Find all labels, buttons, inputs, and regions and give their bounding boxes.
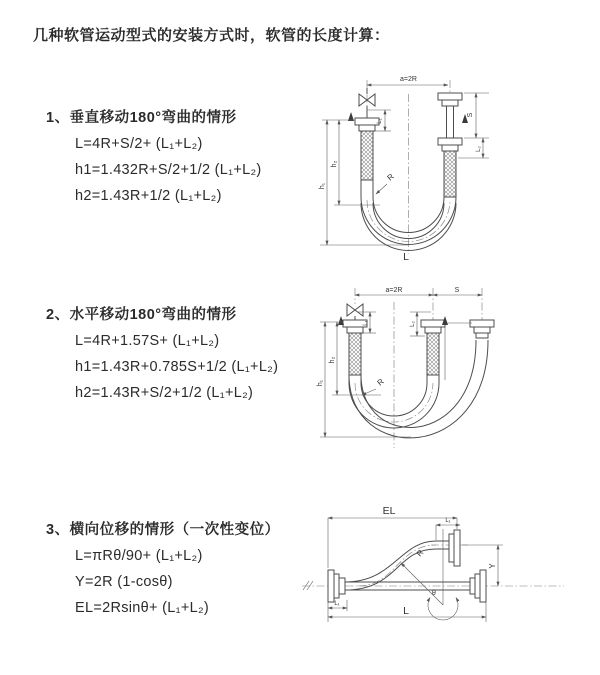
dim-label-theta: θ	[432, 590, 436, 597]
dimension-a2r	[367, 76, 448, 85]
centerline-break-mark	[303, 581, 313, 590]
dim-label-r: R	[375, 376, 386, 388]
formula-line: EL=2Rsinθ+ (L₁+L₂)	[75, 600, 210, 616]
dim-label-s: S	[454, 287, 460, 294]
middle-pipe-flange	[421, 320, 445, 375]
dimension-s-l2	[458, 93, 489, 158]
diagram-lateral-displacement	[296, 498, 600, 668]
formula-line: h1=1.43R+0.785S+1/2 (L₁+L₂)	[75, 359, 279, 375]
dim-label-h2: h₂	[329, 356, 336, 364]
left-pipe-flange	[343, 320, 367, 375]
dim-label-h1: h₁	[317, 379, 324, 387]
formula-line: L=πRθ/90+ (L₁+L₂)	[75, 548, 203, 564]
centerlines	[367, 80, 450, 254]
dim-label-l1-top: L₁	[445, 518, 451, 524]
braided-hose	[361, 131, 373, 180]
dim-label-l1: L₁	[363, 320, 369, 326]
raised-flange	[436, 530, 460, 566]
dim-label-r: R	[414, 548, 426, 559]
dim-label-s: S	[467, 112, 474, 118]
radius-callout	[376, 172, 396, 194]
section-2	[46, 303, 278, 411]
diagram-horizontal-movement	[306, 280, 598, 468]
formula-line: Y=2R (1-cosθ)	[75, 574, 173, 590]
left-pipe-flange	[355, 118, 379, 180]
dim-label-l-length: L	[403, 605, 409, 617]
formula-line: h1=1.432R+S/2+1/2 (L₁+L₂)	[75, 162, 262, 178]
dim-label-l1-bottom: L₁	[334, 601, 340, 607]
dim-label-h1: h₁	[319, 182, 326, 190]
dim-label-a2r: a=2R	[385, 287, 403, 294]
dimension-h1-h2	[317, 322, 411, 437]
right-pipe-flange	[470, 320, 494, 338]
formula-line: L=4R+S/2+ (L₁+L₂)	[75, 136, 203, 152]
section-3	[46, 518, 280, 626]
section-3-heading: 3、横向位移的情形（一次性变位）	[46, 522, 280, 538]
section-2-heading: 2、水平移动180°弯曲的情形	[46, 307, 237, 323]
section-1	[46, 106, 262, 214]
formula-line: h2=1.43R+S/2+1/2 (L₁+L₂)	[75, 385, 254, 401]
dim-label-a2r: a=2R	[400, 76, 417, 83]
s-curve-hose	[345, 541, 436, 590]
braided-hose	[349, 333, 361, 375]
braided-hose	[427, 333, 439, 375]
hose-u-bends	[349, 340, 488, 438]
dim-label-l1: L₁	[377, 118, 383, 124]
left-flange	[328, 570, 345, 602]
dim-label-l-length: L	[403, 251, 409, 263]
right-flange	[470, 570, 486, 602]
diagram-vertical-movement	[306, 68, 598, 266]
valve-icon	[359, 88, 375, 118]
radius-callout	[362, 377, 386, 395]
dimension-a2r-s	[355, 287, 482, 295]
dim-label-el: EL	[382, 505, 396, 517]
dimension-el	[328, 505, 457, 568]
dimension-l	[328, 602, 486, 622]
dim-label-y: Y	[488, 563, 497, 569]
page-title: 几种软管运动型式的安装方式时，软管的长度计算：	[33, 27, 390, 44]
dim-label-l2: L₂	[476, 146, 482, 152]
formula-line: L=4R+1.57S+ (L₁+L₂)	[75, 333, 220, 349]
formula-line: h2=1.43R+1/2 (L₁+L₂)	[75, 188, 222, 204]
dim-label-r: R	[385, 171, 396, 183]
section-1-heading: 1、垂直移动180°弯曲的情形	[46, 110, 237, 126]
braided-hose	[444, 151, 456, 197]
right-pipe-flange	[438, 93, 462, 197]
dim-label-l2: L₂	[410, 321, 416, 327]
dim-label-h2: h₂	[331, 160, 338, 168]
